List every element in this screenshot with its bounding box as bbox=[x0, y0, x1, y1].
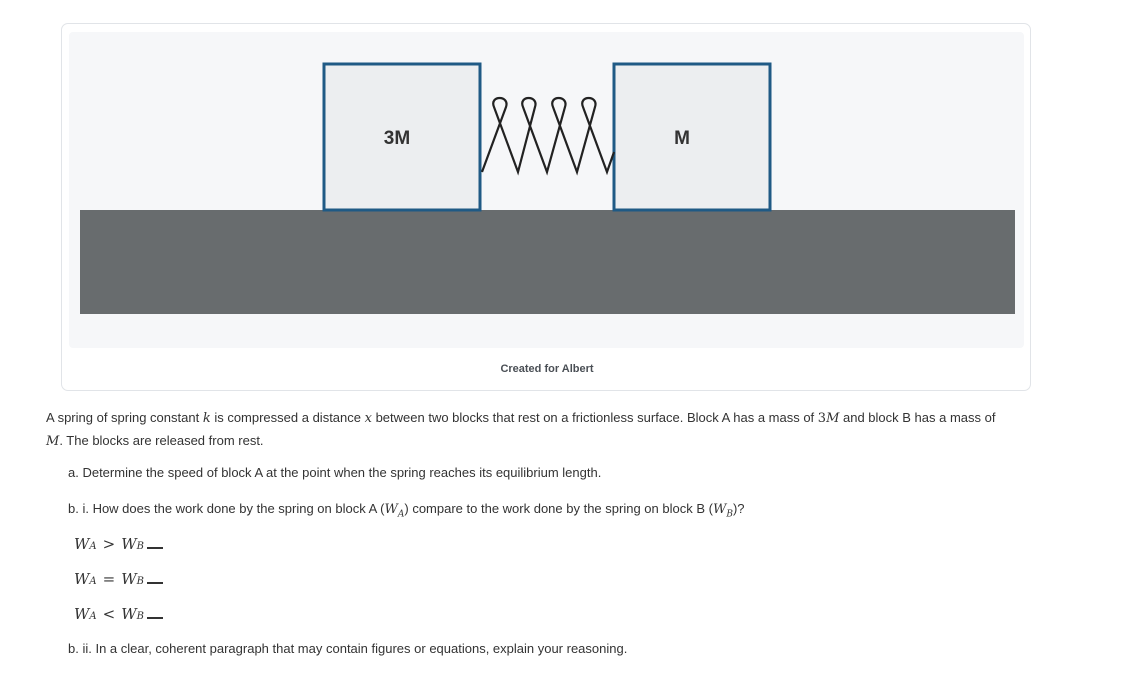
part-b-i-text-3: )? bbox=[732, 501, 745, 516]
answer-blank[interactable] bbox=[147, 545, 163, 549]
work-symbol: W bbox=[121, 570, 137, 588]
work-symbol: W bbox=[384, 502, 398, 517]
work-symbol: W bbox=[121, 605, 137, 623]
spring-constant-symbol: k bbox=[202, 411, 211, 426]
part-b-i-text-2: ) compare to the work done by the spring on block B ( bbox=[404, 501, 713, 516]
work-symbol: W bbox=[121, 535, 137, 553]
compressed-spring bbox=[482, 98, 614, 172]
work-subscript-a: A bbox=[397, 509, 405, 520]
problem-text-1: A spring of spring constant bbox=[46, 410, 203, 425]
comparison-operator: < bbox=[102, 605, 116, 623]
problem-text-2: is compressed a distance bbox=[210, 410, 365, 425]
problem-statement bbox=[46, 407, 1046, 453]
problem-text-5: . The blocks are released from rest. bbox=[59, 433, 264, 448]
comparison-operator: = bbox=[102, 570, 116, 588]
work-subscript-b: B bbox=[136, 611, 145, 622]
problem-text-3: between two blocks that rest on a frictionless surface. Block A has a mass of bbox=[371, 410, 818, 425]
question-part-b-ii: b. ii. In a clear, coherent paragraph that may contain figures or equations, explain your reasoning. bbox=[68, 641, 628, 656]
work-subscript-b: B bbox=[136, 541, 145, 552]
distance-symbol: x bbox=[364, 411, 372, 426]
choice-less-than[interactable] bbox=[74, 605, 163, 623]
block-a-label: 3M bbox=[383, 128, 411, 149]
mass-a-coefficient: 3 bbox=[817, 411, 827, 426]
work-subscript-a: A bbox=[89, 611, 97, 622]
answer-blank[interactable] bbox=[147, 580, 163, 584]
choice-greater-than[interactable] bbox=[74, 535, 163, 553]
spring-blocks-diagram bbox=[69, 32, 1024, 348]
figure-panel bbox=[69, 32, 1024, 348]
part-b-i-text-1: b. i. How does the work done by the spring on block A ( bbox=[68, 501, 385, 516]
choice-equal[interactable] bbox=[74, 570, 163, 588]
work-subscript-a: A bbox=[89, 576, 97, 587]
work-symbol: W bbox=[74, 570, 90, 588]
frictionless-surface bbox=[80, 210, 1015, 314]
block-b bbox=[614, 64, 770, 210]
work-symbol: W bbox=[712, 502, 727, 517]
problem-text-4: and block B has a mass of bbox=[839, 410, 996, 425]
work-subscript-b: B bbox=[136, 576, 145, 587]
work-subscript-a: A bbox=[89, 541, 97, 552]
figure-card bbox=[61, 23, 1031, 391]
work-subscript-b: B bbox=[726, 509, 733, 520]
figure-caption: Created for Albert bbox=[500, 363, 594, 375]
block-b-label: M bbox=[674, 128, 690, 149]
question-part-a: a. Determine the speed of block A at the point when the spring reaches its equilibrium length. bbox=[68, 465, 602, 480]
comparison-operator: > bbox=[102, 535, 116, 553]
mass-b-variable: M bbox=[46, 434, 60, 449]
mass-a-variable: M bbox=[826, 411, 840, 426]
question-part-b-i bbox=[68, 501, 745, 520]
work-symbol: W bbox=[74, 535, 90, 553]
answer-blank[interactable] bbox=[147, 615, 163, 619]
work-symbol: W bbox=[74, 605, 90, 623]
